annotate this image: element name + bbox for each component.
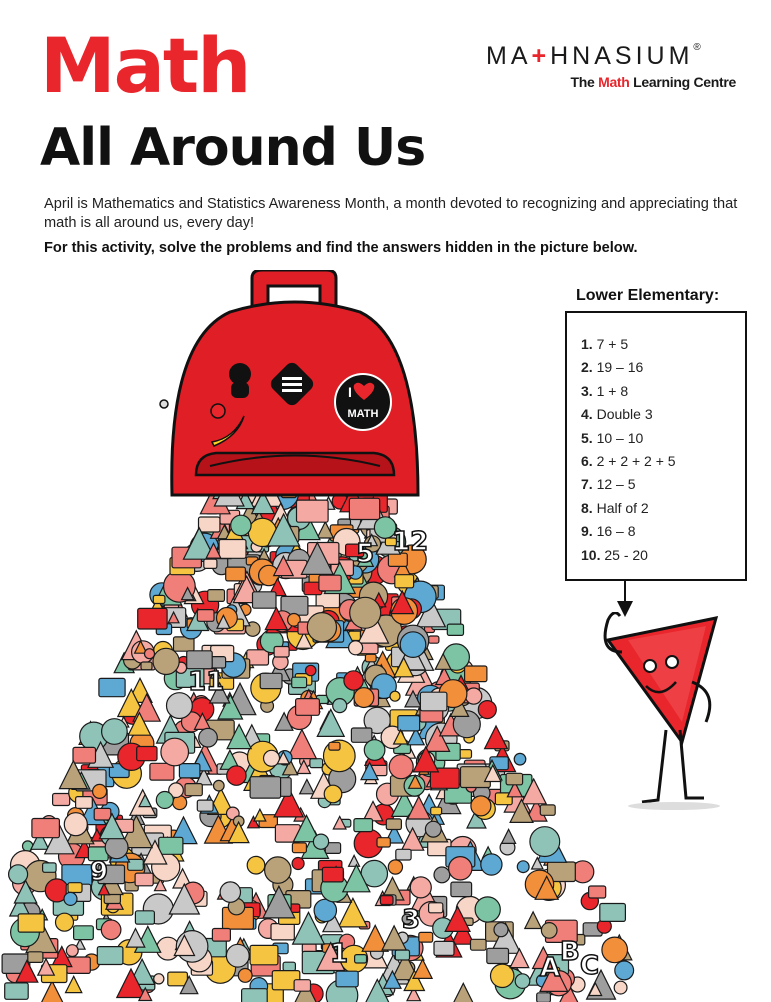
pile-object <box>137 747 157 761</box>
pile-object <box>32 819 60 838</box>
pile-object <box>66 976 82 992</box>
registered-mark: ® <box>693 42 701 53</box>
intro-paragraph: April is Mathematics and Statistics Awareness Month, a month devoted to recognizing and appreciating that math is all around us, every day! <box>44 196 738 231</box>
problem-number: 4. <box>581 406 593 423</box>
pile-object <box>226 567 246 581</box>
logo-word-suffix: HNASIUM <box>550 42 694 70</box>
pile-object <box>231 515 251 535</box>
page-title-math: Math <box>40 21 250 110</box>
pile-object <box>154 974 164 984</box>
hidden-answer-glyph: 5 <box>356 539 375 569</box>
problem-expression: 2 + 2 + 2 + 5 <box>592 453 676 470</box>
pile-object <box>413 959 432 978</box>
pile-object <box>199 728 218 747</box>
pile-object <box>73 747 96 763</box>
hidden-answer-glyph: 9 <box>90 857 109 887</box>
pile-object <box>56 913 74 931</box>
pile-object <box>525 912 542 929</box>
pile-object <box>135 911 154 924</box>
pile-object <box>537 993 551 1002</box>
pile-object <box>297 500 329 522</box>
pile-object <box>354 819 373 832</box>
pile-object <box>101 920 121 940</box>
pile-object <box>333 699 347 713</box>
tagline-accent: Math <box>598 74 630 90</box>
logo-plus-mark: + <box>531 42 551 70</box>
pile-object <box>461 767 491 788</box>
problem-expression: 19 – 16 <box>592 359 644 376</box>
pile-object <box>128 859 144 870</box>
pile-object <box>197 800 213 811</box>
pile-object <box>396 849 411 860</box>
pile-object <box>541 923 557 939</box>
problem-number: 10. <box>581 546 601 563</box>
pile-object <box>614 981 627 994</box>
logo-tagline <box>570 74 736 90</box>
problem-expression: Double 3 <box>592 406 653 423</box>
pile-object <box>64 892 77 905</box>
pile-object <box>250 945 278 964</box>
pile-object <box>5 983 29 999</box>
pile-object <box>141 662 152 670</box>
pile-object <box>93 784 107 798</box>
pile-object <box>471 796 491 816</box>
hidden-answer-glyph: 12 <box>392 527 429 557</box>
pile-object <box>135 873 153 886</box>
page-title-subtitle: All Around Us <box>40 118 426 178</box>
mathnasium-logo <box>486 40 748 94</box>
pile-object <box>329 742 340 750</box>
hidden-answer-glyph: 3 <box>402 905 421 935</box>
pile-object <box>389 755 413 779</box>
pile-object <box>253 592 277 608</box>
pile-object <box>214 780 225 791</box>
backpack <box>160 270 418 495</box>
pile-object <box>138 608 167 629</box>
pile-object <box>481 854 502 875</box>
pile-object <box>314 899 336 921</box>
problem-number: 8. <box>581 499 593 516</box>
pile-object <box>515 974 530 989</box>
pile-object <box>105 836 128 859</box>
pile-object <box>306 665 316 675</box>
pile-object <box>153 648 179 674</box>
pile-object <box>300 779 315 793</box>
pile-object <box>68 883 82 893</box>
pile-object <box>317 710 344 737</box>
pile-object <box>283 962 295 971</box>
tagline-after: Learning Centre <box>629 74 736 90</box>
pile-object <box>219 540 246 559</box>
problem-expression: 7 + 5 <box>592 336 629 352</box>
problem-number: 7. <box>581 476 593 493</box>
problem-list-heading: Lower Elementary: <box>576 287 720 304</box>
object-pile <box>2 463 634 1002</box>
problem-expression: Half of 2 <box>592 499 649 516</box>
pile-object <box>485 726 508 749</box>
problem-expression: 1 + 8 <box>592 382 629 399</box>
pile-object <box>395 950 409 960</box>
pile-object <box>18 914 44 932</box>
problem-expression: 16 – 8 <box>592 523 636 540</box>
pile-object <box>420 692 447 711</box>
problem-number: 2. <box>581 359 593 376</box>
pile-object <box>615 961 634 980</box>
pile-object <box>514 753 526 765</box>
pile-object <box>540 805 555 815</box>
pile-object <box>425 821 441 837</box>
pile-object <box>419 932 433 942</box>
pile-object <box>471 939 487 950</box>
pile-object <box>354 688 374 708</box>
pile-object <box>271 924 294 940</box>
pile-object <box>602 937 628 963</box>
pile-object <box>274 647 289 658</box>
pile-object <box>292 858 304 870</box>
pile-object <box>159 837 183 854</box>
pile-object <box>94 808 111 820</box>
pile-object <box>447 624 463 635</box>
pile-object <box>187 651 213 669</box>
problem-expression: 25 - 20 <box>600 546 648 563</box>
pile-object <box>150 763 174 780</box>
pile-object <box>53 794 70 806</box>
pile-object <box>242 989 268 1002</box>
pile-object <box>434 941 454 955</box>
pile-object <box>156 792 173 809</box>
pile-object <box>350 597 381 628</box>
pile-object <box>74 926 94 940</box>
pile-object <box>161 738 189 766</box>
pile-object <box>459 750 471 759</box>
pile-object <box>395 575 414 588</box>
pile-object <box>212 929 230 942</box>
pile-object <box>390 691 400 701</box>
pile-object <box>434 867 450 883</box>
pile-object <box>40 981 65 1002</box>
pile-object <box>487 948 509 963</box>
problem-number: 6. <box>581 453 593 470</box>
pile-object <box>260 673 282 688</box>
pile-object <box>530 827 560 857</box>
hidden-answer-glyph: 11 <box>188 667 225 697</box>
pile-object <box>296 699 320 716</box>
pile-object <box>466 688 482 704</box>
pile-object <box>380 896 393 905</box>
pile-object <box>153 595 165 603</box>
pile-object <box>64 813 87 836</box>
pile-object <box>28 952 43 963</box>
pile-object <box>66 945 78 957</box>
pile-object <box>475 897 500 922</box>
badge-math-text: MATH <box>347 408 379 420</box>
pile-object <box>145 649 155 659</box>
pile-object <box>386 819 401 830</box>
pile-object <box>589 886 606 898</box>
hidden-answer-glyph: A <box>540 953 561 983</box>
problem-expression: 12 – 5 <box>592 476 636 493</box>
pile-object <box>197 610 214 622</box>
pile-object <box>179 764 200 778</box>
pile-object <box>226 944 249 967</box>
pile-object <box>99 678 125 696</box>
pile-object <box>336 971 358 987</box>
pile-object <box>307 613 336 642</box>
pile-object <box>322 867 343 882</box>
pile-object <box>310 759 323 768</box>
pile-object <box>43 863 57 872</box>
pile-object <box>377 838 390 847</box>
pile-object <box>429 903 443 913</box>
badge-i-text: I <box>348 384 352 400</box>
pile-object <box>319 575 341 591</box>
pile-object <box>238 969 252 983</box>
pile-object <box>324 785 342 803</box>
pile-object <box>388 860 402 874</box>
pile-object <box>294 980 310 992</box>
problem-number: 1. <box>581 336 593 352</box>
pile-object <box>349 498 379 519</box>
pile-object <box>451 882 472 897</box>
problem-number: 5. <box>581 429 593 446</box>
pile-object <box>97 947 123 965</box>
logo-wordmark <box>486 42 701 71</box>
pile-object <box>429 636 439 643</box>
pile-object <box>410 877 431 898</box>
pile-object <box>502 829 516 843</box>
problem-expression: 10 – 10 <box>592 429 644 446</box>
pile-object <box>494 923 508 937</box>
pile-object <box>76 797 93 809</box>
pile-object <box>168 972 188 986</box>
pile-object <box>250 777 281 798</box>
pile-object <box>398 716 420 731</box>
pile-object <box>355 955 367 963</box>
pile-object <box>313 834 328 849</box>
pile-object <box>102 719 128 745</box>
pile-object <box>185 784 202 796</box>
pile-object <box>292 677 307 687</box>
logo-word-prefix: MA <box>486 42 532 70</box>
pile-object <box>265 857 291 883</box>
pile-object <box>465 666 487 682</box>
tagline-before: The <box>570 74 599 90</box>
pile-object <box>247 856 265 874</box>
pile-object <box>431 807 442 815</box>
activity-instructions: For this activity, solve the problems and find the answers hidden in the picture below. <box>44 240 638 256</box>
pile-object <box>600 904 626 922</box>
pile-object <box>349 641 363 655</box>
hidden-answer-glyph: 1 <box>330 939 349 969</box>
pile-object <box>199 517 220 532</box>
pile-object <box>349 855 360 866</box>
pile-object <box>351 728 372 742</box>
pile-object <box>365 654 376 662</box>
hidden-answer-glyph: C <box>580 951 600 981</box>
problem-number: 3. <box>581 382 593 399</box>
problem-number: 9. <box>581 523 593 540</box>
pile-object <box>364 740 385 761</box>
pile-object <box>400 632 426 658</box>
pile-object <box>451 983 475 1002</box>
pile-object <box>478 701 496 719</box>
pile-object <box>220 882 240 902</box>
hidden-answer-glyph: B <box>560 937 580 967</box>
pile-object <box>204 559 217 568</box>
pile-object <box>227 766 246 785</box>
pile-object <box>292 843 306 853</box>
pile-object <box>344 671 363 690</box>
pile-object <box>506 773 522 785</box>
pile-object <box>208 590 225 602</box>
triangle-character-icon <box>588 612 738 812</box>
pile-object <box>517 861 529 873</box>
pile-object <box>449 857 472 880</box>
pile-object <box>287 730 316 759</box>
